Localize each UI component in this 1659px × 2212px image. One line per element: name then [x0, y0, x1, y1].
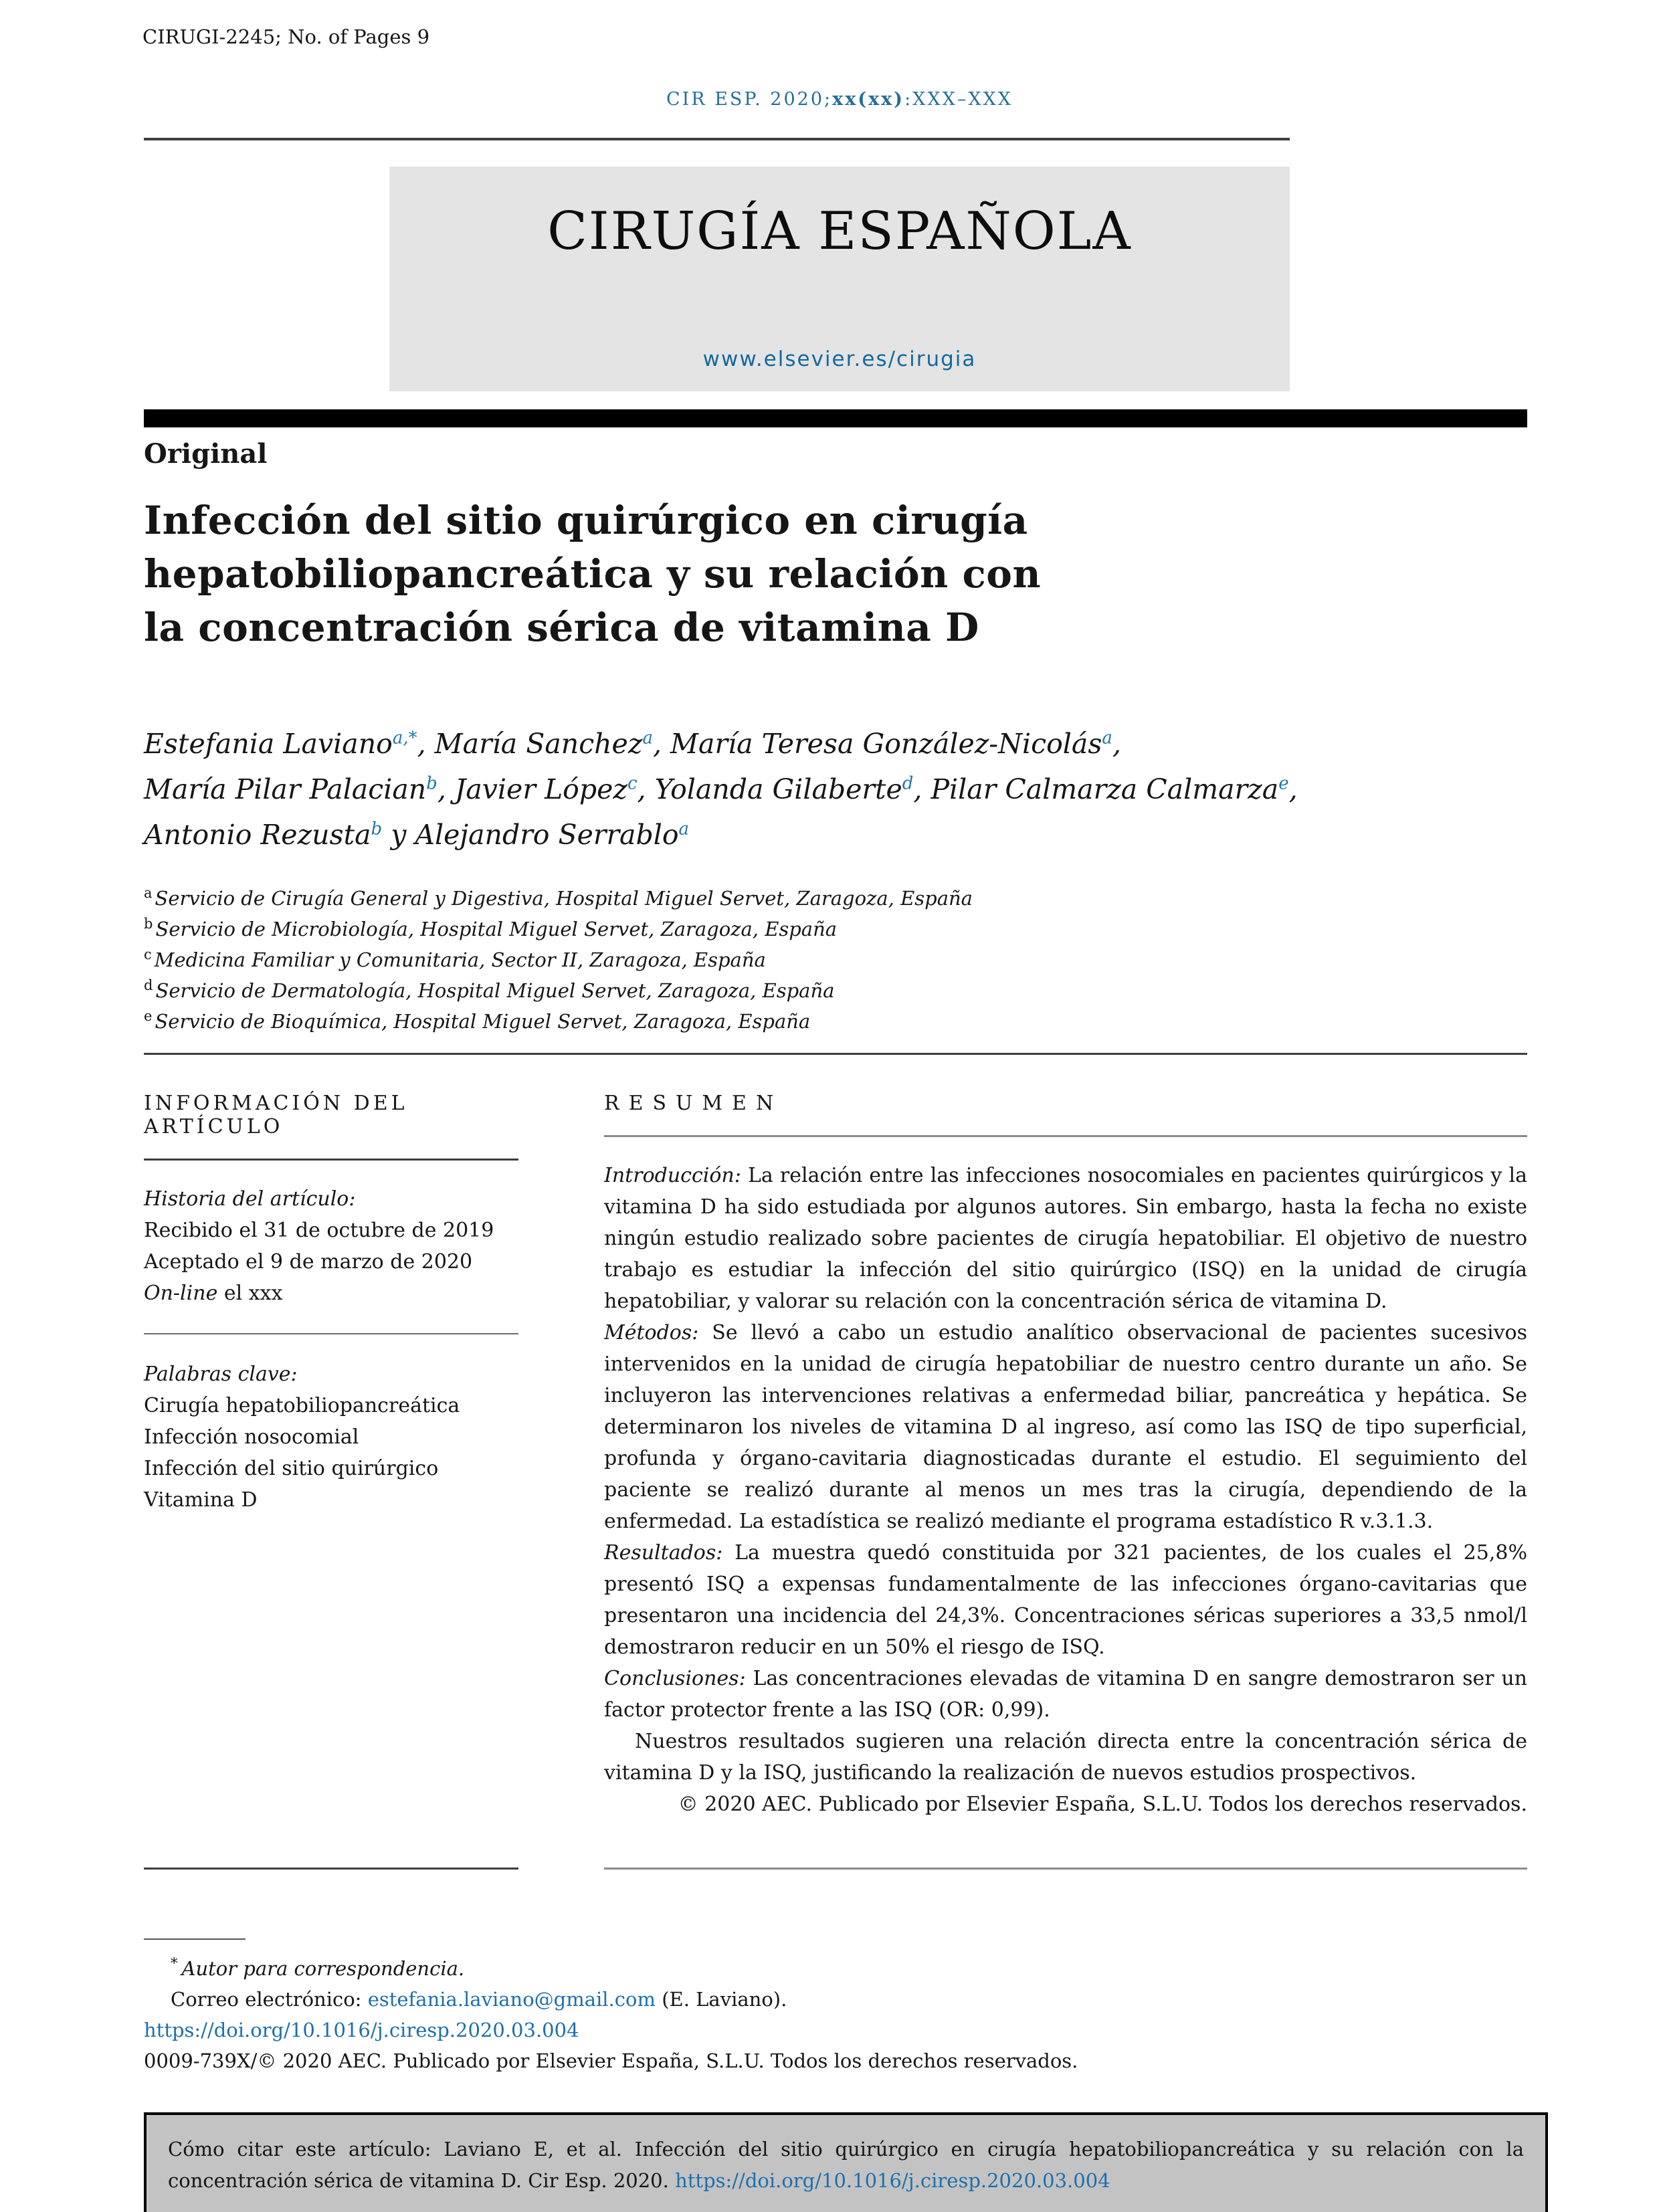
author-affiliation-marker: b [426, 773, 437, 794]
corresponding-text: Autor para correspondencia. [181, 1957, 465, 1980]
author-affiliation-marker: a,* [392, 728, 417, 748]
journal-ref-issue: xx(xx) [832, 89, 905, 110]
author-affiliation-marker: b [371, 819, 383, 839]
abstract-paragraph: Conclusiones: Las concentraciones elevadas de vitamina D en sangre demostraron ser un factor protector frente a las ISQ (OR: 0,99). [604, 1667, 1527, 1722]
author-affiliation-marker: a [642, 728, 653, 748]
keyword: Cirugía hepatobiliopancreática [144, 1394, 460, 1417]
footnote-rule [144, 1938, 246, 1940]
affiliation-line: $^b$ Servicio de Microbiología, Hospital Miguel Servet, Zaragoza, España [144, 916, 838, 940]
paragraph-label: Conclusiones: [604, 1667, 746, 1690]
article-type-label: Original [144, 438, 268, 470]
keyword: Infección nosocomial [144, 1425, 359, 1449]
journal-url-link[interactable]: www.elsevier.es/cirugia [702, 347, 977, 371]
citation-doi-link[interactable]: https://doi.org/10.1016/j.ciresp.2020.03.004 [675, 2169, 1110, 2192]
footnote-block [144, 1938, 1281, 2076]
history-line: Recibido el 31 de octubre de 2019 [144, 1219, 494, 1242]
paragraph-label: Métodos: [604, 1321, 699, 1344]
header-rule [144, 138, 1290, 140]
email-link[interactable]: estefania.laviano@gmail.com [367, 1988, 656, 2011]
paragraph-label: Introducción: [604, 1164, 741, 1187]
author-affiliation-marker: e [1278, 773, 1289, 794]
keywords-label: Palabras clave: [144, 1363, 298, 1386]
author-affiliation-marker: d [902, 773, 914, 794]
citation-box [144, 2112, 1548, 2212]
abstract-column [604, 1092, 1527, 1820]
online-word: On-line [144, 1282, 218, 1305]
info-column-bottom-rule [144, 1868, 518, 1870]
abstract-heading: RESUMEN [604, 1092, 783, 1115]
author-line: María Pilar Palacian$^b$, Javier López$^c$, Yolanda Gilaberte$^d$, Pilar Calmarza Calmarza$^e$, [144, 773, 1298, 805]
email-suffix: (E. Laviano). [656, 1988, 787, 2011]
keyword: Vitamina D [144, 1488, 258, 1512]
journal-reference [389, 89, 1290, 110]
author-affiliation-marker: a [678, 819, 690, 839]
history-line: Aceptado el 9 de marzo de 2020 [144, 1250, 473, 1274]
keywords-divider-rule [144, 1333, 518, 1334]
affiliation-line: $^d$ Servicio de Dermatología, Hospital Miguel Servet, Zaragoza, España [144, 977, 835, 1002]
email-line [144, 1984, 1281, 2015]
issn-line: 0009-739X/© 2020 AEC. Publicado por Elsevier España, S.L.U. Todos los derechos reservados. [144, 2049, 1078, 2072]
journal-title: CIRUGÍA ESPAÑOLA [547, 201, 1132, 262]
history-lines [144, 1215, 518, 1278]
journal-banner [389, 167, 1290, 391]
doi-line [144, 2015, 1281, 2045]
corresponding-author-note [144, 1953, 1281, 1984]
article-info-heading-rule [144, 1159, 518, 1161]
journal-ref-pages: :XXX–XXX [904, 89, 1013, 110]
author-line: Antonio Rezusta$^b$ y Alejandro Serrablo$^a$ [144, 819, 690, 851]
running-head: CIRUGI-2245; No. of Pages 9 [142, 25, 430, 48]
affiliations-rule [144, 1053, 1527, 1055]
article-info-heading: INFORMACIÓN DEL ARTÍCULO [144, 1092, 408, 1138]
abstract-column-bottom-rule [604, 1868, 1527, 1870]
abstract-paragraph: © 2020 AEC. Publicado por Elsevier España, S.L.U. Todos los derechos reservados. [678, 1793, 1527, 1816]
affiliation-line: $^c$ Medicina Familiar y Comunitaria, Sector II, Zaragoza, España [144, 946, 766, 971]
article-info-column [144, 1092, 518, 1516]
article-title [144, 494, 1041, 654]
keyword-list [144, 1390, 518, 1516]
journal-ref-pre: CIR ESP. 2020; [666, 89, 833, 110]
affiliations [144, 883, 973, 1037]
abstract-paragraph: Métodos: Se llevó a cabo un estudio analítico observacional de pacientes sucesivos intervenidos en la unidad de cirugía hepatobiliar de nuestro centro durante un año. Se incluyeron las intervenciones relativas a enfermedad biliar, pancreática y hepática. Se determinaron los niveles de vitamina D al ingreso, así como las ISQ de tipo superficial, profunda y órgano-cavitaria diagnosticadas durante el estudio. El seguimiento del paciente se realizó durante al menos un mes tras la cirugía, dependiendo de la enfermedad. La estadística se realizó mediante el programa estadístico R v.3.1.3. [604, 1321, 1527, 1533]
author-line: Estefania Laviano$^{a,*}$, María Sanchez$^a$, María Teresa González-Nicolás$^a$, [144, 728, 1121, 760]
keyword: Infección del sitio quirúrgico [144, 1457, 439, 1480]
online-rest: el xxx [217, 1282, 283, 1305]
affiliation-line: $^e$ Servicio de Bioquímica, Hospital Miguel Servet, Zaragoza, España [144, 1008, 811, 1033]
affiliation-line: $^a$ Servicio de Cirugía General y Digestiva, Hospital Miguel Servet, Zaragoza, España [144, 885, 973, 910]
online-line [144, 1278, 518, 1309]
title-line: hepatobiliopancreática y su relación con [144, 551, 1042, 597]
title-line: la concentración sérica de vitamina D [144, 605, 979, 650]
abstract-heading-rule [604, 1135, 1527, 1137]
author-list [144, 721, 1298, 858]
author-affiliation-marker: a [1102, 728, 1112, 748]
doi-link[interactable]: https://doi.org/10.1016/j.ciresp.2020.03.004 [144, 2019, 579, 2041]
section-divider-bar [144, 409, 1527, 427]
email-label: Correo electrónico: [171, 1988, 368, 2011]
abstract-body [604, 1160, 1527, 1820]
asterisk-marker: * [171, 1955, 178, 1972]
citation-text: Cómo citar este artículo: Laviano E, et al. Infección del sitio quirúrgico en cirugía hepatobiliopancreática y su relación con la concentración sérica de vitamina D. Cir Esp. 2020. [168, 2138, 1524, 2192]
abstract-paragraph: Nuestros resultados sugieren una relación directa entre la concentración sérica de vitamina D y la ISQ, justificando la realización de nuevos estudios prospectivos. [604, 1730, 1527, 1785]
abstract-paragraph: Introducción: La relación entre las infecciones nosocomiales en pacientes quirúrgicos y la vitamina D ha sido estudiada por algunos autores. Sin embargo, hasta la fecha no existe ningún estudio realizado sobre pacientes de cirugía hepatobiliar. El objetivo de nuestro trabajo es estudiar la infección del sitio quirúrgico (ISQ) en la unidad de cirugía hepatobiliar, y valorar su relación con la concentración sérica de vitamina D. [604, 1164, 1527, 1313]
title-line: Infección del sitio quirúrgico en cirugía [144, 498, 1028, 543]
author-affiliation-marker: c [627, 773, 638, 794]
history-label: Historia del artículo: [144, 1187, 356, 1211]
abstract-paragraph: Resultados: La muestra quedó constituida por 321 pacientes, de los cuales el 25,8% presentó ISQ a expensas fundamentalmente de las infecciones órgano-cavitarias que presentaron una incidencia del 24,3%. Concentraciones séricas superiores a 33,5 nmol/l demostraron reducir en un 50% el riesgo de ISQ. [604, 1541, 1527, 1659]
paragraph-label: Resultados: [604, 1541, 723, 1565]
